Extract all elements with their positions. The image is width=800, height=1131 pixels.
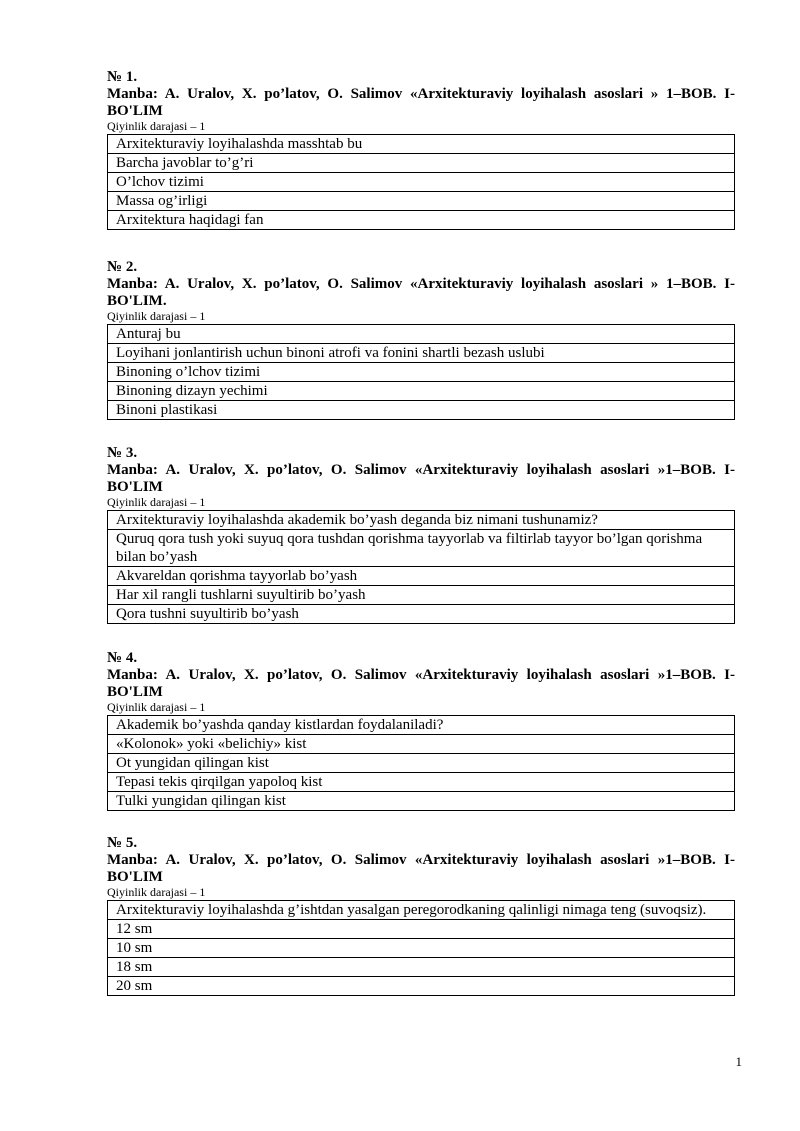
question-row	[108, 716, 735, 735]
option-row	[108, 154, 735, 173]
difficulty-level: Qiyinlik darajasi – 1	[107, 309, 206, 323]
option-row	[108, 773, 735, 792]
option-row	[108, 939, 735, 958]
question-block-5	[107, 835, 735, 996]
option-text: Binoning o’lchov tizimi	[108, 363, 735, 382]
question-block-1	[107, 69, 735, 230]
option-text: Barcha javoblar to’g’ri	[108, 154, 735, 173]
answers-table	[107, 324, 735, 420]
option-text: Arxitektura haqidagi fan	[108, 211, 735, 230]
option-row	[108, 735, 735, 754]
option-text: 12 sm	[108, 920, 735, 939]
difficulty-level: Qiyinlik darajasi – 1	[107, 119, 206, 133]
question-text: Arxitekturaviy loyihalashda g’ishtdan yasalgan peregorodkaning qalinligi nimaga teng (suvoqsiz).	[108, 901, 735, 920]
question-row	[108, 901, 735, 920]
option-row	[108, 211, 735, 230]
question-source: Manba: A. Uralov, X. po’latov, O. Salimov «Arxitekturaviy loyihalash asoslari »1–BOB. I-BO'LIM	[107, 852, 735, 885]
option-row	[108, 920, 735, 939]
option-text: Binoning dizayn yechimi	[108, 382, 735, 401]
option-row	[108, 382, 735, 401]
option-text: O’lchov tizimi	[108, 173, 735, 192]
answers-table	[107, 715, 735, 811]
option-text: Tepasi tekis qirqilgan yapoloq kist	[108, 773, 735, 792]
question-number: № 1.	[107, 69, 138, 85]
option-row	[108, 586, 735, 605]
page-number: 1	[735, 1054, 742, 1069]
option-row	[108, 605, 735, 624]
question-text: Anturaj bu	[108, 325, 735, 344]
question-number: № 3.	[107, 445, 138, 461]
option-row	[108, 530, 735, 567]
difficulty-level: Qiyinlik darajasi – 1	[107, 700, 206, 714]
question-source: Manba: A. Uralov, X. po’latov, O. Salimov «Arxitekturaviy loyihalash asoslari »1–BOB. I-BO'LIM	[107, 667, 735, 700]
option-text: Akvareldan qorishma tayyorlab bo’yash	[108, 567, 735, 586]
option-text: Har xil rangli tushlarni suyultirib bo’yash	[108, 586, 735, 605]
difficulty-level: Qiyinlik darajasi – 1	[107, 495, 206, 509]
option-text: Quruq qora tush yoki suyuq qora tushdan qorishma tayyorlab va filtirlab tayyor bo’lgan qorishma bilan bo’yash	[108, 530, 735, 567]
option-row	[108, 958, 735, 977]
question-source: Manba: A. Uralov, X. po’latov, O. Salimov «Arxitekturaviy loyihalash asoslari » 1–BOB. I-BO'LIM	[107, 86, 735, 119]
option-text: Loyihani jonlantirish uchun binoni atrofi va fonini shartli bezash uslubi	[108, 344, 735, 363]
difficulty-level: Qiyinlik darajasi – 1	[107, 885, 206, 899]
question-number: № 4.	[107, 650, 138, 666]
option-text: Ot yungidan qilingan kist	[108, 754, 735, 773]
question-text: Arxitekturaviy loyihalashda masshtab bu	[108, 135, 735, 154]
question-number: № 2.	[107, 259, 138, 275]
question-source: Manba: A. Uralov, X. po’latov, O. Salimov «Arxitekturaviy loyihalash asoslari » 1–BOB. I-BO'LIM.	[107, 276, 735, 309]
option-text: 20 sm	[108, 977, 735, 996]
option-row	[108, 192, 735, 211]
answers-table	[107, 510, 735, 624]
question-row	[108, 135, 735, 154]
question-row	[108, 325, 735, 344]
option-text: Binoni plastikasi	[108, 401, 735, 420]
option-row	[108, 792, 735, 811]
option-text: Tulki yungidan qilingan kist	[108, 792, 735, 811]
option-row	[108, 977, 735, 996]
question-block-3	[107, 445, 735, 624]
option-row	[108, 754, 735, 773]
option-text: Qora tushni suyultirib bo’yash	[108, 605, 735, 624]
question-number: № 5.	[107, 835, 138, 851]
option-row	[108, 363, 735, 382]
option-row	[108, 401, 735, 420]
option-text: Massa og’irligi	[108, 192, 735, 211]
answers-table	[107, 134, 735, 230]
question-source: Manba: A. Uralov, X. po’latov, O. Salimov «Arxitekturaviy loyihalash asoslari »1–BOB. I-BO'LIM	[107, 462, 735, 495]
option-row	[108, 173, 735, 192]
question-block-4	[107, 650, 735, 811]
question-text: Arxitekturaviy loyihalashda akademik bo’yash deganda biz nimani tushunamiz?	[108, 511, 735, 530]
question-row	[108, 511, 735, 530]
answers-table	[107, 900, 735, 996]
question-text: Akademik bo’yashda qanday kistlardan foydalaniladi?	[108, 716, 735, 735]
option-row	[108, 344, 735, 363]
option-text: 10 sm	[108, 939, 735, 958]
option-row	[108, 567, 735, 586]
question-block-2	[107, 259, 735, 420]
option-text: «Kolonok» yoki «belichiy» kist	[108, 735, 735, 754]
option-text: 18 sm	[108, 958, 735, 977]
